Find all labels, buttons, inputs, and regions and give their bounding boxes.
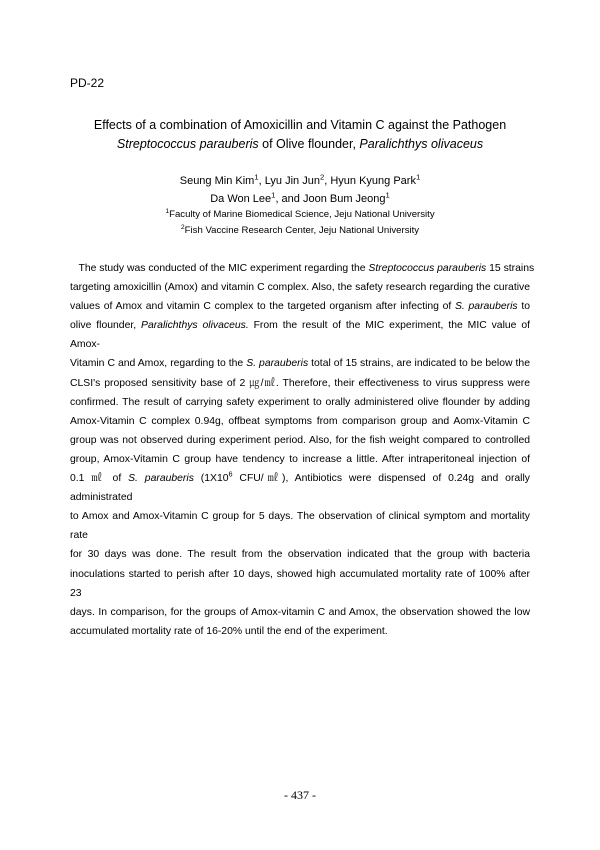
paper-title	[50, 116, 550, 154]
author-2-affil: 2	[319, 172, 325, 182]
abstract-line: Vitamin C and Amox, regarding to the S. parauberis total of 15 strains, are indicated to be below the	[70, 358, 530, 370]
abstract-line: targeting amoxicillin (Amox) and vitamin C complex. Also, the safety research regarding the curative	[70, 282, 530, 294]
author-line-2	[50, 190, 550, 208]
title-line-2	[50, 135, 550, 154]
abstract-line: days. In comparison, for the groups of Amox-vitamin C and Amox, the observation showed the low	[70, 606, 530, 618]
abstract-line: values of Amox and vitamin C complex to the targeted organism after infecting of S. parauberis to	[70, 301, 530, 313]
author-3: , Hyun Kyung Park	[324, 175, 416, 187]
author-3-affil: 1	[415, 172, 421, 182]
page-number: - 437 -	[284, 788, 316, 802]
title-species-2: Paralichthys olivaceus	[359, 137, 484, 151]
author-list	[50, 172, 550, 208]
affiliation-1	[50, 207, 550, 223]
title-species-1: Streptococcus parauberis	[116, 137, 259, 151]
author-1: Seung Min Kim	[179, 175, 255, 187]
abstract-line: accumulated mortality rate of 16-20% until the end of the experiment.	[70, 625, 388, 637]
abstract-line: CLSI's proposed sensitivity base of 2 ㎍/㎖. Therefore, their effectiveness to virus suppress were	[70, 377, 530, 389]
author-2: , Lyu Jin Jun	[258, 175, 320, 187]
abstract-line: for 30 days was done. The result from the observation indicated that the group with bacteria	[70, 549, 530, 561]
abstract-line: inoculations started to perish after 10 days, showed high accumulated mortality rate of 100% after 23	[70, 568, 530, 599]
abstract-line: group, Amox-Vitamin C group have tendency to increase a little. After intraperitoneal injection of	[70, 453, 530, 465]
abstract-line: confirmed. The result of carrying safety experiment to orally administered olive flounder by adding	[70, 396, 530, 408]
affiliation-1-marker: 1	[165, 207, 170, 215]
affiliation-2-text: Fish Vaccine Research Center, Jeju National University	[184, 224, 420, 236]
abstract-line: to Amox and Amox-Vitamin C group for 5 days. The observation of clinical symptom and mortality rate	[70, 511, 530, 542]
author-5: , and Joon Bum Jeong	[275, 193, 386, 205]
affiliation-2	[50, 223, 550, 239]
author-line-1	[50, 172, 550, 190]
abstract-body	[70, 259, 535, 641]
title-mid: of Olive flounder,	[258, 137, 360, 151]
abstract-line: The study was conducted of the MIC experiment regarding the Streptococcus parauberis 15 strains	[70, 263, 535, 274]
affiliation-list	[50, 207, 550, 238]
abstract-line: group was not observed during experiment period. Also, for the fish weight compared to controlled	[70, 434, 530, 446]
abstract-code: PD-22	[70, 76, 105, 90]
author-4: Da Won Lee	[210, 193, 272, 205]
author-1-affil: 1	[254, 172, 259, 182]
abstract-line: Amox-Vitamin C complex 0.94g, offbeat symptoms from comparison group and Aomx-Vitamin C	[70, 415, 530, 427]
author-5-affil: 1	[385, 190, 390, 200]
abstract-line: olive flounder, Paralichthys olivaceus. From the result of the MIC experiment, the MIC value of Amox-	[70, 320, 530, 351]
abstract-line: 0.1 ㎖ of S. parauberis ($1X10^6$ CFU/㎖), Antibiotics were dispensed of 0.24g and orally administrated	[70, 469, 530, 504]
title-line-1: Effects of a combination of Amoxicillin and Vitamin C against the Pathogen	[93, 118, 507, 132]
affiliation-1-text: Faculty of Marine Biomedical Science, Jeju National University	[169, 209, 435, 220]
author-4-affil: 1	[271, 190, 276, 200]
affiliation-2-marker: 2	[180, 223, 185, 231]
